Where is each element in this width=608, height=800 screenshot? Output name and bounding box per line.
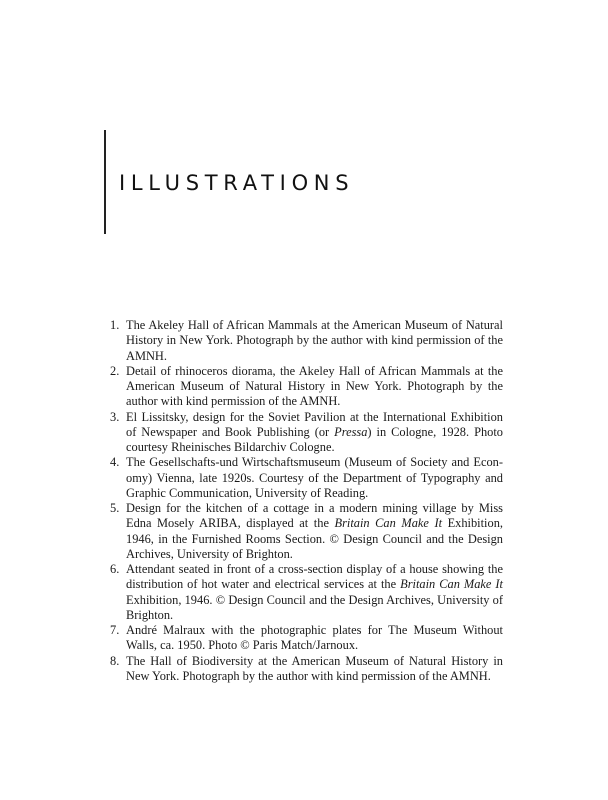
caption-text: ) in Cologne, 1928. Photo courtesy Rheinisches Bildarchiv Cologne. [126, 424, 503, 454]
italic-title: Pressa [334, 424, 368, 439]
caption-text: Attendant seated in front of a cross-section display of a house showing the distribution of hot water and electrical services at the [126, 562, 503, 592]
item-number: 6. [110, 562, 120, 576]
list-item [110, 410, 503, 456]
caption-text: André Malraux with the photographic plates for The Museum Without Walls, ca. 1950. Photo © Paris Match/Jarnoux. [126, 623, 503, 653]
item-number: 8. [110, 653, 120, 668]
item-number: 3. [110, 409, 120, 424]
list-item [110, 501, 503, 562]
list-item [110, 562, 503, 623]
list-item [110, 455, 503, 501]
item-caption [126, 410, 503, 456]
caption-text: Design for the kitchen of a cottage in a modern mining village by Miss Edna Mosely ARIBA, displayed at the [126, 501, 503, 531]
caption-text: Detail of rhinoceros diorama, the Akeley Hall of African Mammals at the American Museum of Natural History in New York. Photograph by the author with kind permission of the AMNH. [126, 363, 503, 409]
page-title: ILLUSTRATIONS [119, 171, 355, 195]
item-caption [126, 654, 503, 685]
item-number: 4. [110, 455, 120, 470]
item-caption [126, 623, 503, 654]
caption-text: Exhibition, 1946, in the Furnished Rooms Section. © Design Council and the Design Archives, University of Brighton. [126, 516, 503, 561]
list-item [110, 623, 503, 654]
item-caption [126, 364, 503, 410]
item-caption [126, 501, 503, 562]
caption-text: El Lissitsky, design for the Soviet Pavilion at the International Exhibition of Newspaper and Book Publishing (or [126, 409, 503, 439]
italic-title: Britain Can Make It [334, 516, 443, 531]
caption-text: The Hall of Biodiversity at the American Museum of Natural History in New York. Photograph by the author with kind permission of the AMNH. [126, 653, 503, 683]
list-item [110, 654, 503, 685]
caption-text: The Gesellschafts-und Wirtschaftsmuseum (Museum of Society and Economy) Vienna, late 1920s. Courtesy of the Department of Typography and Graphic Communication, University of Reading. [126, 455, 503, 500]
illustrations-list [110, 318, 503, 684]
item-caption [126, 455, 503, 501]
caption-text: The Akeley Hall of African Mammals at the American Museum of Natural History in New York. Photograph by the author with kind permission of the AMNH. [126, 318, 503, 363]
list-item [110, 318, 503, 364]
vertical-rule [104, 130, 106, 234]
item-number: 5. [110, 501, 120, 515]
item-number: 2. [110, 363, 120, 378]
item-number: 1. [110, 318, 120, 332]
item-number: 7. [110, 623, 120, 637]
item-caption [126, 318, 503, 364]
caption-text: Exhibition, 1946. © Design Council and the Design Archives, University of Brighton. [126, 592, 503, 622]
item-caption [126, 562, 503, 623]
list-item [110, 364, 503, 410]
italic-title: Britain Can Make It [400, 577, 503, 592]
